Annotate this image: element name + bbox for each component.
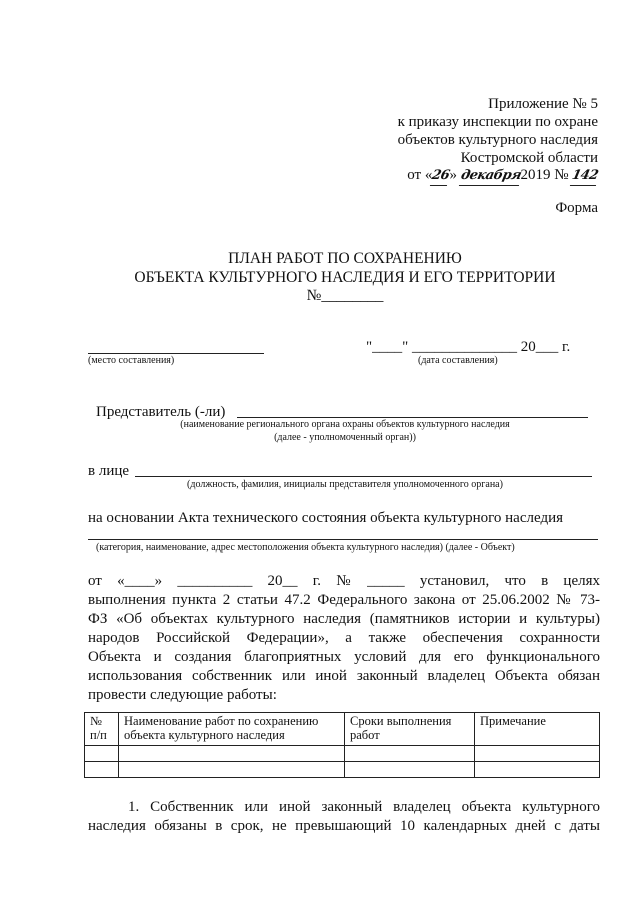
person-label: в лице: [88, 463, 130, 479]
order-number: 142: [570, 166, 600, 186]
person-caption: (должность, фамилия, инициалы представителя уполномоченного органа): [187, 479, 503, 490]
paragraph-line-3: ФЗ «Об объектах культурного наследия (памятников истории и культуры): [88, 611, 600, 627]
order-date-mid: »: [449, 167, 457, 183]
representative-label: Представитель (-ли): [96, 404, 226, 420]
paragraph-line-5: Объекта и создания благоприятных условий для его функционального: [88, 649, 600, 665]
paragraph-line-2: выполнения пункта 2 статьи 47.2 Федерального закона от 25.06.2002 № 73-: [88, 592, 600, 608]
order-date-year: 2019 №: [520, 167, 569, 183]
representative-caption-1: (наименование регионального органа охраны объектов культурного наследия: [180, 419, 510, 430]
table-row: [85, 746, 600, 762]
paragraph-line-1: от «____» __________ 20__ г. № _____ установил, что в целях: [88, 573, 600, 589]
header-cell-work-name: Наименование работ по сохранению объекта культурного наследия: [119, 713, 345, 746]
order-date: [407, 166, 598, 186]
table-cell: [85, 762, 119, 778]
item1-line-1: 1. Собственник или иной законный владелец объекта культурного: [128, 799, 600, 815]
header-cell-number: № п/п: [85, 713, 119, 746]
person-line: [135, 476, 592, 477]
table-cell: [345, 762, 475, 778]
region-name: Костромской области: [460, 150, 598, 166]
date-caption: (дата составления): [418, 355, 498, 366]
table-cell: [475, 762, 600, 778]
order-reference: к приказу инспекции по охране: [397, 114, 598, 130]
table-cell: [119, 746, 345, 762]
paragraph-line-4: народов Российской Федерации», а также обеспечения сохранности: [88, 630, 600, 646]
header-cell-note: Примечание: [475, 713, 600, 746]
table-cell: [85, 746, 119, 762]
representative-line: [237, 417, 588, 418]
item1-line-2: наследия обязаны в срок, не превышающий 10 календарных дней с даты: [88, 818, 600, 834]
paragraph-line-6: использования собственник или иной законный владелец Объекта обязан: [88, 668, 600, 684]
table-header-row: [85, 713, 600, 746]
table-row: [85, 762, 600, 778]
table-cell: [119, 762, 345, 778]
place-line: [88, 353, 264, 354]
representative-caption-2: (далее - уполномоченный орган)): [274, 432, 416, 443]
compile-date: "____" ______________ 20___ г.: [366, 339, 571, 355]
inspection-name: объектов культурного наследия: [397, 132, 598, 148]
document-title-line2: ОБЪЕКТА КУЛЬТУРНОГО НАСЛЕДИЯ И ЕГО ТЕРРИТОРИИ: [134, 269, 556, 286]
document-title-line1: ПЛАН РАБОТ ПО СОХРАНЕНИЮ: [228, 250, 462, 267]
header-cell-deadline: Сроки выполнения работ: [345, 713, 475, 746]
basis-line: [88, 539, 598, 540]
table-cell: [345, 746, 475, 762]
document-number: №________: [306, 287, 384, 304]
order-date-prefix: от «: [407, 167, 433, 183]
appendix-number: Приложение № 5: [488, 96, 598, 112]
basis-caption: (категория, наименование, адрес местоположения объекта культурного наследия) (далее - Объект): [96, 542, 515, 553]
order-date-month: декабря: [459, 166, 523, 186]
table-cell: [475, 746, 600, 762]
basis-text: на основании Акта технического состояния объекта культурного наследия: [88, 510, 563, 526]
form-label: Форма: [555, 200, 598, 216]
works-table: [84, 712, 600, 778]
place-caption: (место составления): [88, 355, 175, 366]
order-date-day: 26: [430, 166, 451, 186]
paragraph-line-7: провести следующие работы:: [88, 687, 277, 703]
